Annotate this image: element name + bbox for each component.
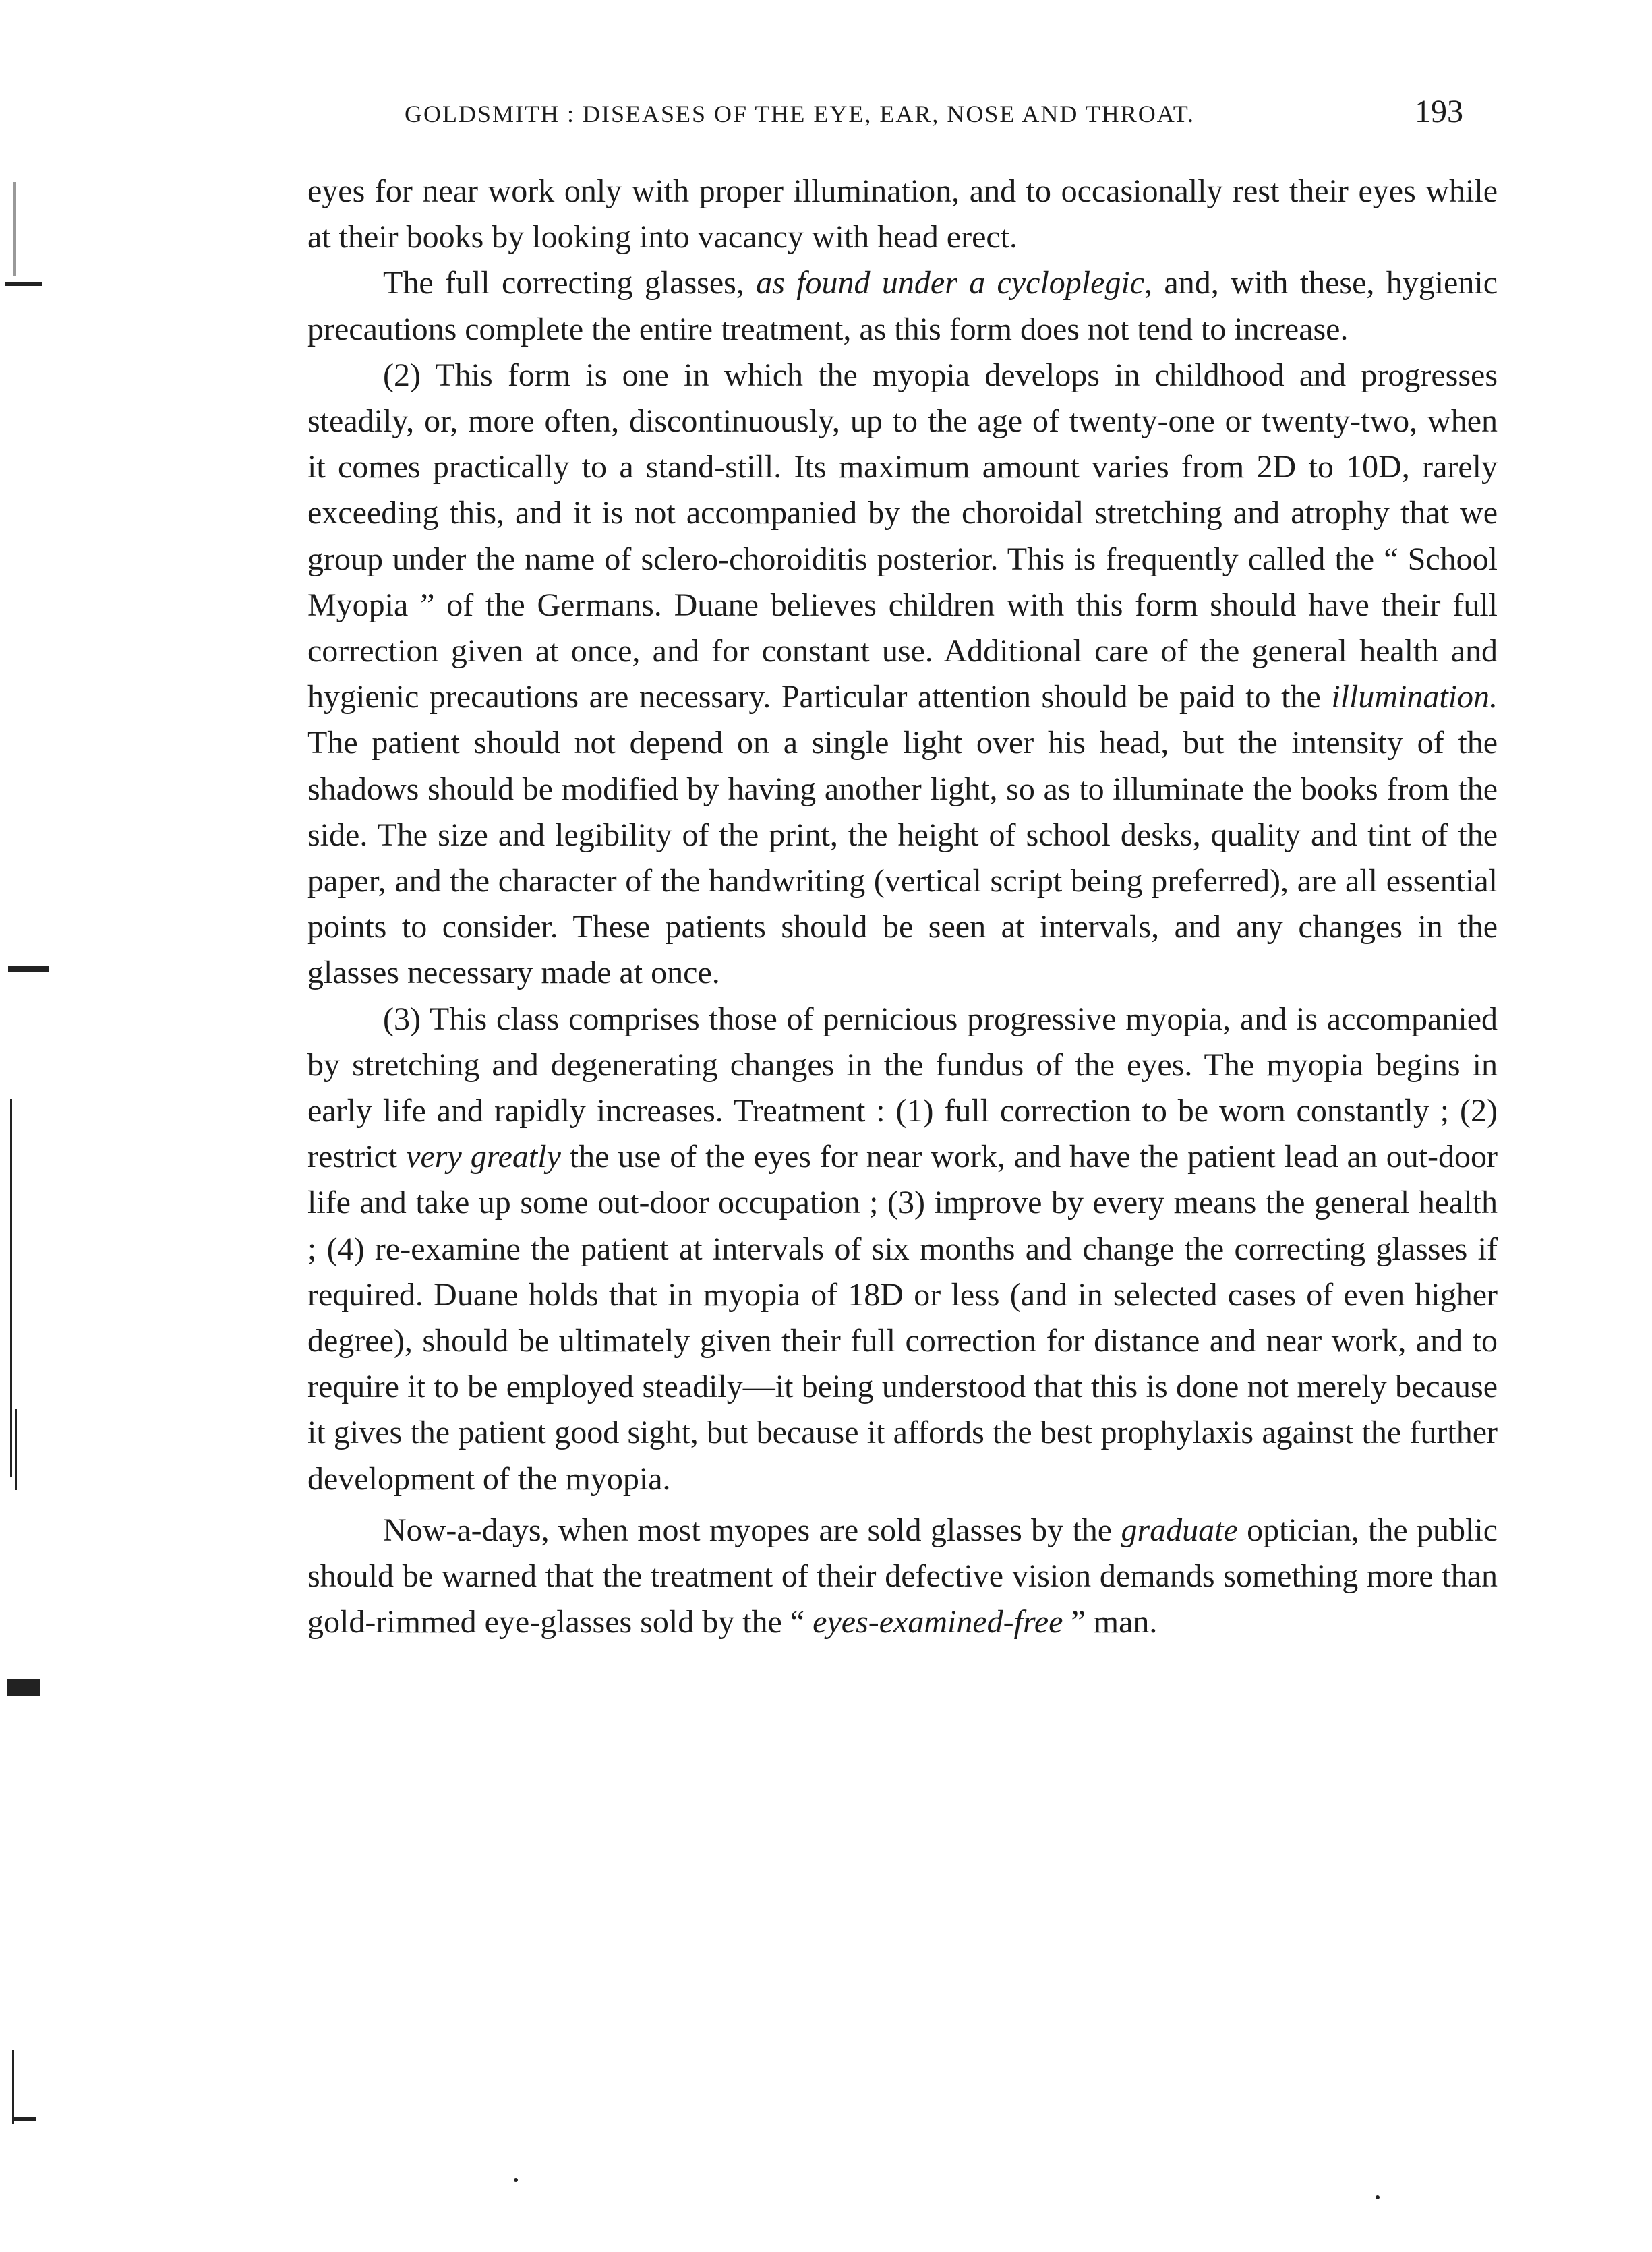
scan-mark [514, 2178, 518, 2182]
body-text [307, 169, 1498, 1646]
paragraph-2: The full correcting glasses, as found under a cycloplegic, and, with these, hygienic precautions complete the entire treatment, as this form does not tend to increase. [307, 265, 1498, 347]
paragraph-5: Now-a-days, when most myopes are sold glasses by the graduate optician, the public should be warned that the treatment of their defective vision demands something more than gold-rimmed eye-glasses sold by the “ eyes-examined-free ” man. [307, 1512, 1498, 1640]
scan-mark [12, 2050, 14, 2124]
italic-phrase: graduate [1121, 1512, 1238, 1548]
page-header [405, 93, 1463, 142]
scan-mark [7, 1679, 40, 1696]
scan-mark [5, 282, 42, 286]
scan-mark [15, 1409, 17, 1490]
paragraph-1: eyes for near work only with proper illumination, and to occasionally rest their eyes while at their books by looking into vacancy with head erect. [307, 173, 1498, 256]
italic-phrase: as found under a cycloplegic [756, 265, 1145, 301]
scan-mark [13, 182, 16, 276]
italic-phrase: very greatly [406, 1139, 561, 1175]
scan-mark [12, 2117, 36, 2121]
paragraph-3: (2) This form is one in which the myopia develops in childhood and progresses steadily, or, more often, discontinuously, up to the age of twenty-one or twenty-two, when it comes practically to a stand-still. Its maximum amount varies from 2D to 10D, rarely exceeding this, and it is not accompanied by the choroidal stretching and atrophy that we group under the name of sclero-choroiditis posterior. This is frequently called the “ School Myopia ” of the Germans. Duane believes children with this form should have their full correction given at once, and for constant use. Additional care of the general health and hygienic precautions are necessary. Particular attention should be paid to the illumination. The patient should not depend on a single light over his head, but the intensity of the shadows should be modified by having another light, so as to illuminate the books from the side. The size and legibility of the print, the height of school desks, quality and tint of the paper, and the character of the handwriting (vertical script being preferred), are all essential points to consider. These patients should be seen at intervals, and any changes in the glasses necessary made at once. [307, 357, 1498, 991]
scan-mark [10, 1099, 12, 1477]
scan-mark [1376, 2195, 1380, 2199]
paragraph-4: (3) This class comprises those of pernicious progressive myopia, and is accompanied by stretching and degenerating changes in the fundus of the eyes. The myopia begins in early life and rapidly increases. Treatment : (1) full correction to be worn constantly ; (2) restrict very greatly the use of the eyes for near work, and have the patient lead an out-door life and take up some out-door occupation ; (3) improve by every means the general health ; (4) re-examine the patient at intervals of six months and change the correcting glasses if required. Duane holds that in myopia of 18D or less (and in selected cases of even higher degree), should be ultimately given their full correction for distance and near work, and to require it to be employed steadily—it being understood that this is done not merely because it gives the patient good sight, but because it affords the best prophylaxis against the further development of the myopia. [307, 1001, 1498, 1497]
italic-phrase: eyes-examined-free [813, 1604, 1063, 1640]
italic-phrase: illumination. [1331, 679, 1498, 715]
page-number: 193 [1415, 94, 1463, 129]
scan-mark [8, 966, 49, 972]
running-head: GOLDSMITH : DISEASES OF THE EYE, EAR, NOSE AND THROAT. [405, 100, 1196, 127]
